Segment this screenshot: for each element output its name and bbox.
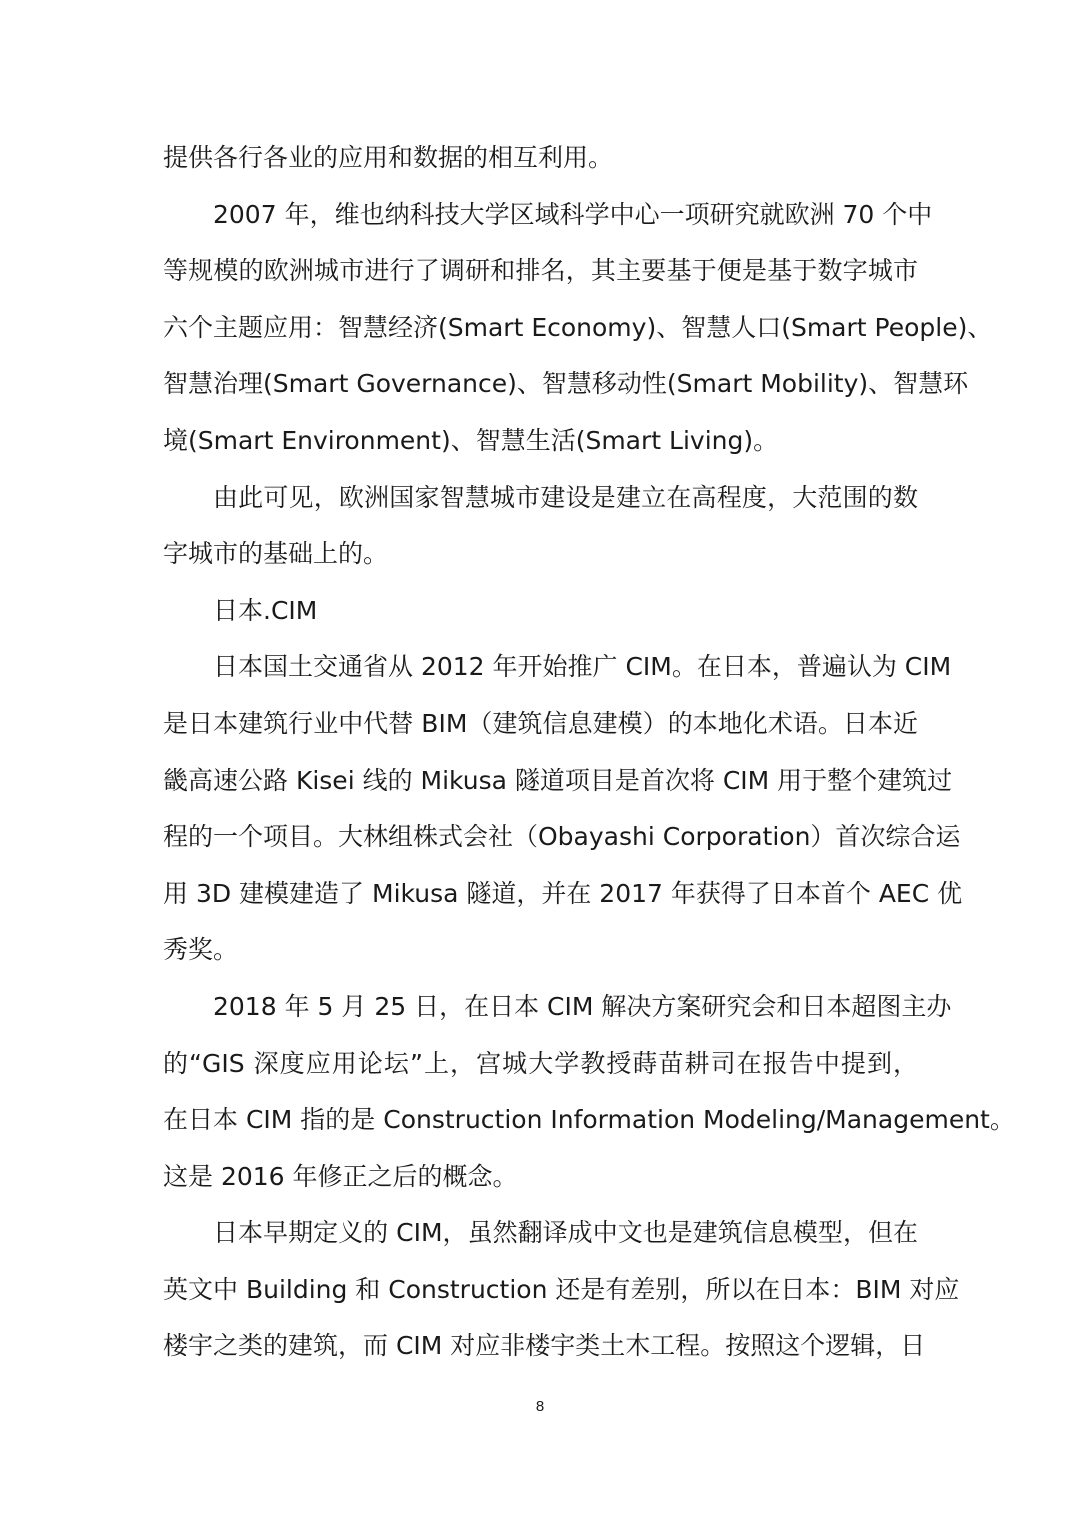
text-line: 这是 2016 年修正之后的概念。 [163, 1161, 518, 1191]
text-line: 英文中 Building 和 Construction 还是有差别，所以在日本：BIM 对应 [163, 1274, 960, 1304]
text-line: 日本早期定义的 CIM，虽然翻译成中文也是建筑信息模型，但在 [213, 1218, 918, 1248]
text-line: 日本国土交通省从 2012 年开始推广 CIM。在日本，普遍认为 CIM [213, 652, 952, 682]
text-line: 用 3D 建模建造了 Mikusa 隧道，并在 2017 年获得了日本首个 AEC 优 [163, 878, 963, 908]
page-number: 8 [535, 1398, 545, 1415]
text-line: 字城市的基础上的。 [163, 539, 389, 569]
text-line: 提供各行各业的应用和数据的相互利用。 [163, 143, 614, 172]
text-line: 智慧治理(Smart Governance)、智慧移动性(Smart Mobility)、智慧环 [163, 369, 969, 399]
text-line: 是日本建筑行业中代替 BIM（建筑信息建模）的本地化术语。日本近 [163, 708, 918, 738]
text-line: 秀奖。 [163, 935, 239, 965]
text-line: 程的一个项目。大林组株式会社（Obayashi Corporation）首次综合运 [163, 822, 961, 852]
text-line: 2007 年，维也纳科技大学区域科学中心一项研究就欧洲 70 个中 [213, 199, 933, 229]
text-line: 在日本 CIM 指的是 Construction Information Modeling/Management。 [163, 1105, 1015, 1135]
text-line: 的“GIS 深度应用论坛”上，宫城大学教授蒔苗耕司在报告中提到， [163, 1048, 918, 1078]
section-heading: 日本.CIM [213, 595, 318, 625]
text-line: 境(Smart Environment)、智慧生活(Smart Living)。 [163, 425, 779, 455]
text-line: 楼宇之类的建筑，而 CIM 对应非楼宇类土木工程。按照这个逻辑，日 [163, 1331, 926, 1361]
text-line: 六个主题应用：智慧经济(Smart Economy)、智慧人口(Smart People)、 [163, 312, 993, 342]
text-line: 等规模的欧洲城市进行了调研和排名，其主要基于便是基于数字城市 [163, 256, 918, 286]
text-line: 畿高速公路 Kisei 线的 Mikusa 隧道项目是首次将 CIM 用于整个建筑过 [163, 765, 953, 795]
text-line: 由此可见，欧洲国家智慧城市建设是建立在高程度，大范围的数 [213, 482, 918, 512]
document-body [163, 130, 1015, 1375]
text-line: 2018 年 5 月 25 日，在日本 CIM 解决方案研究会和日本超图主办 [213, 991, 952, 1021]
